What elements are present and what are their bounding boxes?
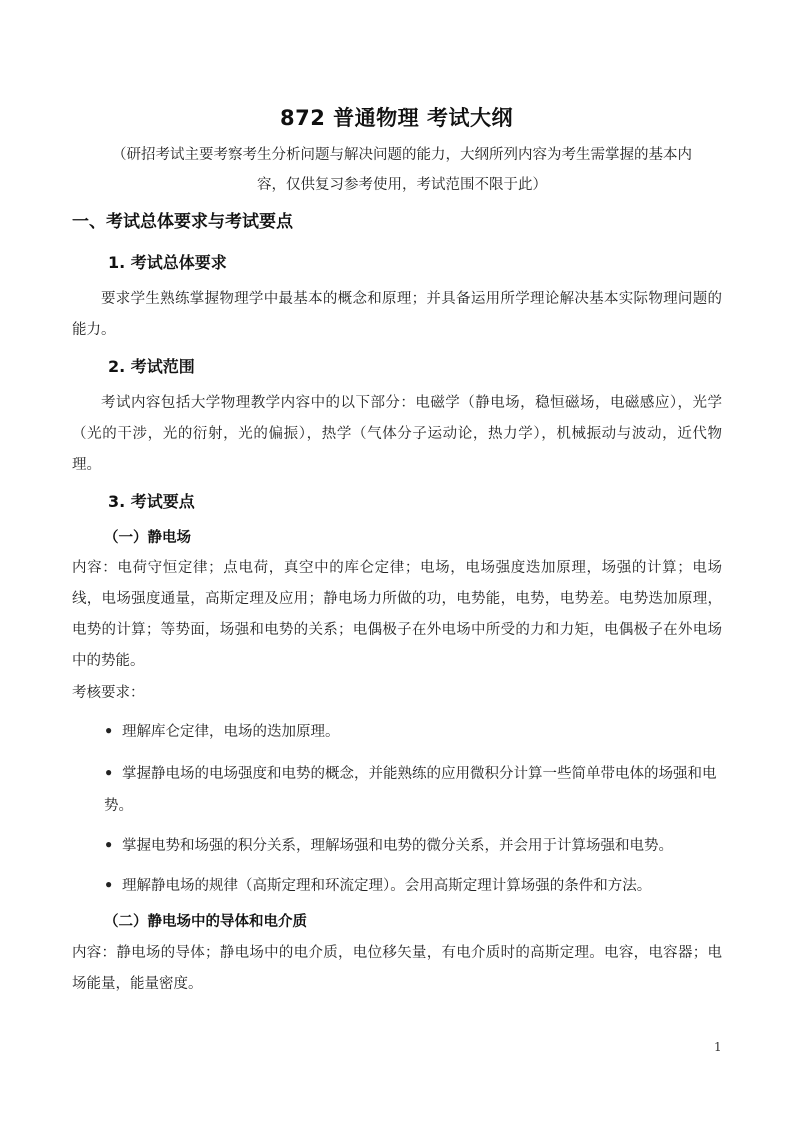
- assessment-requirements-label: 考核要求：: [72, 685, 145, 701]
- conductors-content-paragraph: 内容：静电场的导体；静电场中的电介质，电位移矢量，有电介质时的高斯定理。电容，电容器；电场能量，能量密度。: [72, 945, 722, 992]
- page-title: 872 普通物理 考试大纲: [280, 106, 513, 130]
- intro-note-line-1: （研招考试主要考察考生分析问题与解决问题的能力，大纲所列内容为考生需掌握的基本内: [112, 147, 692, 163]
- bullet-dot-icon: •: [104, 723, 114, 740]
- requirement-bullet-4: [104, 870, 724, 902]
- part-heading-conductors-dielectrics: （二）静电场中的导体和电介质: [104, 914, 307, 930]
- requirement-bullet-text: 掌握静电场的电场强度和电势的概念，并能熟练的应用微积分计算一些简单带电体的场强和电势。: [104, 766, 717, 814]
- subsection-heading-scope: 2. 考试范围: [108, 357, 195, 376]
- requirements-paragraph: 要求学生熟练掌握物理学中最基本的概念和原理；并具备运用所学理论解决基本实际物理问题的能力。: [72, 291, 722, 338]
- scope-paragraph: 考试内容包括大学物理教学内容中的以下部分：电磁学（静电场，稳恒磁场，电磁感应），光学（光的干涉，光的衍射，光的偏振），热学（气体分子运动论，热力学），机械振动与波动，近代物理。: [72, 395, 722, 473]
- page-number: 1: [714, 1040, 722, 1054]
- intro-note-line-2: 容，仅供复习参考使用，考试范围不限于此）: [257, 177, 547, 193]
- bullet-dot-icon: •: [104, 877, 114, 894]
- part-heading-electrostatic-field: （一）静电场: [104, 530, 191, 546]
- requirement-bullet-3: [104, 830, 724, 862]
- requirement-bullet-text: 理解静电场的规律（高斯定理和环流定理）。会用高斯定理计算场强的条件和方法。: [122, 878, 652, 894]
- subsection-heading-key-points: 3. 考试要点: [108, 492, 195, 511]
- bullet-dot-icon: •: [104, 837, 114, 854]
- subsection-heading-requirements: 1. 考试总体要求: [108, 253, 227, 272]
- section-heading-1: 一、考试总体要求与考试要点: [72, 212, 293, 232]
- requirement-bullet-text: 理解库仑定律，电场的迭加原理。: [122, 724, 340, 740]
- bullet-dot-icon: •: [104, 765, 114, 782]
- requirement-bullet-text: 掌握电势和场强的积分关系，理解场强和电势的微分关系，并会用于计算场强和电势。: [122, 838, 673, 854]
- requirement-bullet-1: [104, 716, 724, 748]
- requirement-bullet-2: [104, 758, 724, 822]
- electrostatic-content-paragraph: 内容：电荷守恒定律；点电荷，真空中的库仑定律；电场，电场强度迭加原理，场强的计算；电场线，电场强度通量，高斯定理及应用；静电场力所做的功，电势能，电势，电势差。电势迭加原理，电势的计算；等势面，场强和电势的关系；电偶极子在外电场中所受的力和力矩，电偶极子在外电场中的势能。: [72, 560, 722, 669]
